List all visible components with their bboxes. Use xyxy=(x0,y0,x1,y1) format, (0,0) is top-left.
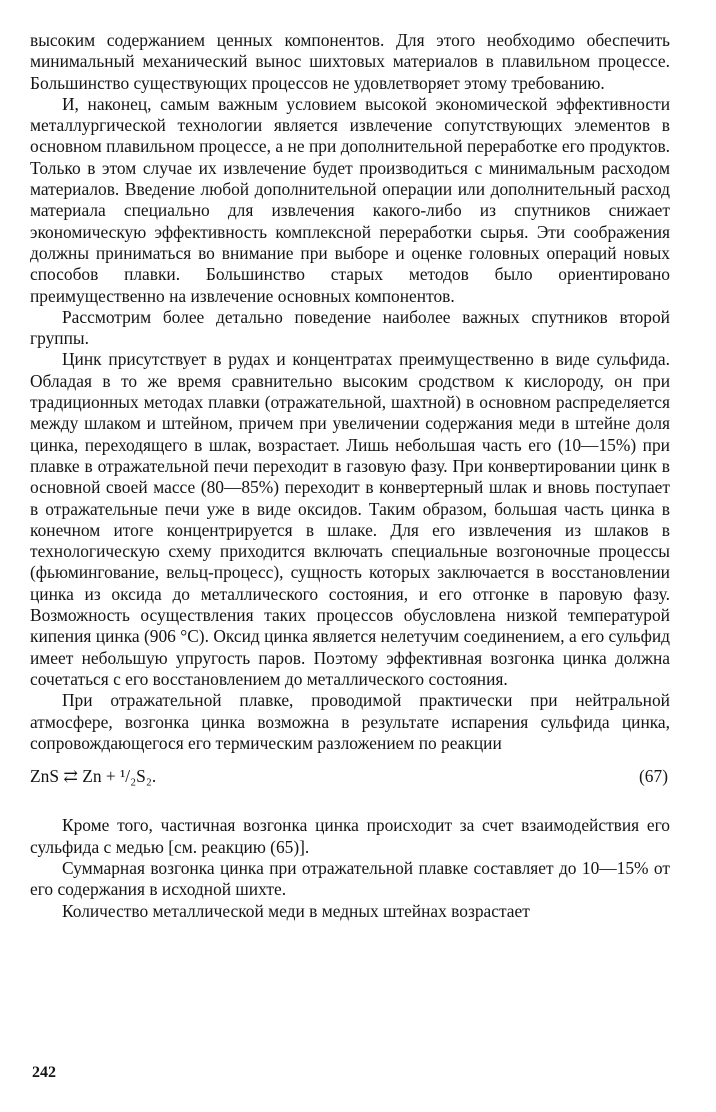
page-number: 242 xyxy=(32,1064,56,1081)
formula-number: (67) xyxy=(639,766,668,787)
paragraph-6: Кроме того, частичная возгонка цинка происходит за счет взаимодействия его сульфида с медью [см. реакцию (65)]. xyxy=(30,815,670,857)
paragraph-5: При отражательной плавке, проводимой практически при нейтральной атмосфере, возгонка цинка возможна в результате испарения сульфида цинка, сопровождающегося его термическим разложением по реакции xyxy=(30,690,670,753)
paragraph-8: Количество металлической меди в медных штейнах возрастает xyxy=(62,900,530,921)
paragraph-1: высоким содержанием ценных компонентов. Для этого необходимо обеспечить минимальный механический вынос шихтовых материалов в плавильном процессе. Большинство существующих процессов не удовлетворяет этому требованию. xyxy=(30,30,670,93)
paragraph-7: Суммарная возгонка цинка при отражательной плавке составляет до 10—15% от его содержания в исходной шихте. xyxy=(30,857,670,900)
page-body xyxy=(30,30,670,922)
reaction-formula xyxy=(30,766,670,787)
formula-text: ZnS ⇄ Zn + ¹/₂S₂. xyxy=(30,766,157,787)
paragraph-4: Цинк присутствует в рудах и концентратах преимущественно в виде сульфида. Обладая в то же время сравнительно высоким сродством к кислороду, он при традиционных методах плавки (отражательной, шахтной) в основном распределяется между шлаком и штейном, причем при увеличении содержания меди в штейне доля цинка, переходящего в шлак, возрастает. Лишь небольшая часть его (10—15%) при плавке в отражательной печи переходит в газовую фазу. При конвертировании цинк в основной своей массе (80—85%) переходит в конвертерный шлак и вновь поступает в отражательные печи уже в виде оксидов. Таким образом, большая часть цинка в конечном итоге концентрируется в шлаке. Для его извлечения из шлаков в технологическую схему приходится включать специальные возгоночные процессы (фьюмингование, вельц-процесс), сущность которых заключается в восстановлении цинка из оксида до металлического состояния, и его отгонке в паровую фазу. Возможность осуществления таких процессов обусловлена низкой температурой кипения цинка (906 °С). Оксид цинка является нелетучим соединением, а его сульфид имеет небольшую упругость паров. Поэтому эффективная возгонка цинка должна сочетаться с его восстановлением до металлического состояния. xyxy=(30,349,670,689)
paragraph-3: Рассмотрим более детально поведение наиболее важных спутников второй группы. xyxy=(30,306,670,349)
paragraph-2: И, наконец, самым важным условием высокой экономической эффективности металлургической технологии является извлечение сопутствующих элементов в основном плавильном процессе, а не при дополнительной переработке его продуктов. Только в этом случае их извлечение будет производиться с минимальным расходом материалов. Введение любой дополнительной операции или дополнительный расход материала специально для извлечения какого-либо из спутников снижает экономическую эффективность комплексной переработки сырья. Эти соображения должны приниматься во внимание при выборе и оценке головных операций новых способов плавки. Большинство старых методов было ориентировано преимущественно на извлечение основных компонентов. xyxy=(30,93,670,306)
